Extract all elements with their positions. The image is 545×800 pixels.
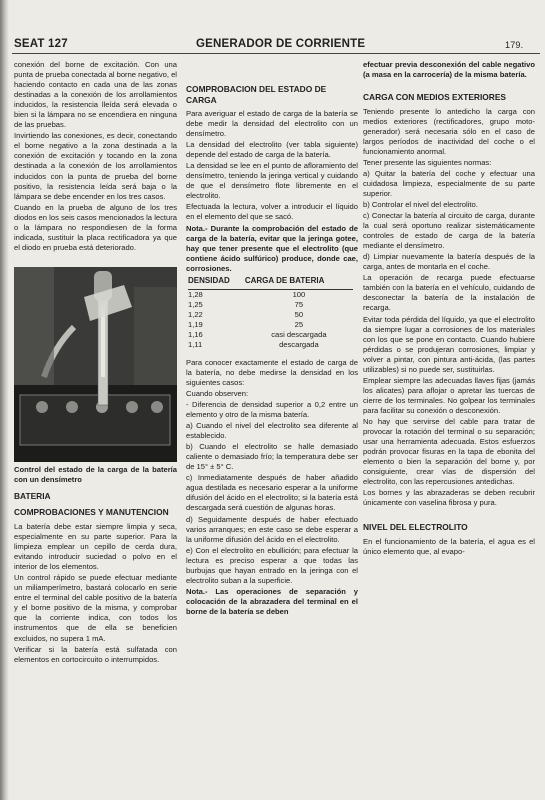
table-row xyxy=(188,300,353,310)
note: Nota.- Durante la comprobación del estado de carga de la batería, evitar que la jeringa gotee, hay que tener presente que el electrolito (que contiene ácido sulfúrico) produce, donde cae, corrosiones. xyxy=(186,223,358,273)
table-cell: 100 xyxy=(292,289,306,299)
running-header-title: GENERADOR DE CORRIENTE xyxy=(196,38,366,50)
table-cell: 25 xyxy=(294,319,304,329)
paragraph: La operación de recarga puede efectuarse también con la batería en el vehículo, cuidando de desconectar la batería de la instalación de recarga. xyxy=(363,273,535,313)
table-cell: 1,11 xyxy=(188,339,203,349)
table-header: CARGA DE BATERIA xyxy=(245,276,353,290)
list-item: e) Con el electrolito en ebullición; para efectuar la lectura es preciso esperar a que todas las burbujas que hayan entrado en la jeringa con el electrolito suban a la superficie. xyxy=(186,545,358,585)
paragraph: Cuando observen: xyxy=(186,388,249,398)
page-binding-shadow xyxy=(0,0,9,800)
paragraph: En el funcionamiento de la batería, el agua es el único elemento que, al evapo- xyxy=(363,536,535,556)
paragraph: Para conocer exactamente el estado de carga de la batería, no debe medirse la densidad en los siguientes casos: xyxy=(186,357,358,387)
paragraph: Teniendo presente lo antedicho la carga con medios exteriores (rectificadores, grupo moto-generador) será necesaria sólo en el caso de largos períodos de inactividad del coche o el funcionamiento anormal. xyxy=(363,106,535,156)
table-row xyxy=(188,310,353,320)
list-item: d) Seguidamente después de haber efectuado varios arranques; en este caso se debe esperar a la uniforme difusión del ácido en el electrolito. xyxy=(186,514,358,544)
section-heading: NIVEL DEL ELECTROLITO xyxy=(363,522,468,533)
table-row xyxy=(188,340,353,350)
density-table xyxy=(188,276,353,350)
paragraph: Un control rápido se puede efectuar mediante un miliamperímetro, bastará colocarlo en serie entre el terminal del cable positivo de la batería y el borne positivo de la misma, y comprobar que la corriente indica, con todos los instrumentos que de ella se beneficien excluidos, no supera 1 mA. xyxy=(14,573,177,643)
table-cell: 75 xyxy=(294,299,304,309)
column-1 xyxy=(14,60,177,666)
paragraph: La densidad del electrolito (ver tabla siguiente) depende del estado de carga de la batería. xyxy=(186,140,358,160)
table-cell: 50 xyxy=(294,309,304,319)
column-2 xyxy=(186,60,358,618)
photo-illustration xyxy=(14,267,177,462)
header-rule xyxy=(12,53,540,54)
section-heading: COMPROBACION DEL ESTADO DE CARGA xyxy=(186,84,327,105)
note: Nota.- Las operaciones de separación y colocación de la abrazadera del terminal en el borne de la batería se deben xyxy=(186,586,358,616)
paragraph: Para averiguar el estado de carga de la batería se debe medir la densidad del electrolito con un densímetro. xyxy=(186,109,358,139)
paragraph: conexión del borne de excitación. Con una punta de prueba conectada al borne negativo, el haciendo contacto en cada una de las zonas destinadas a la conexión de los arrollamientos inducidos, la resistencia lleída será elevada o bien si la lámpara no se encendiera en ninguna de las pruebas. xyxy=(14,60,177,130)
paragraph: Invirtiendo las conexiones, es decir, conectando el borne negativo a la zona destinada a la conexión de excitación y tocando en la zona destinada a la conexión de los arrollamientos inducidos con la punta de prueba del borne positivo, la resistencia leída será baja o la lámpara se debe encender en los tres casos. xyxy=(14,131,177,201)
paragraph: efectuar previa desconexión del cable negativo (a masa en la carrocería) de la misma batería. xyxy=(363,60,535,80)
list-item: b) Controlar el nivel del electrolito. xyxy=(363,200,478,210)
paragraph: Tener presente las siguientes normas: xyxy=(363,157,492,167)
paragraph: No hay que servirse del cable para tratar de provocar la rotación del terminal o su separación; usar una herramienta adecuada. Estos esfuerzos podrán provocar fisuras en la tapa de ebonita del elemento o bien la separación del borne y, por consiguiente, crear vías de dispersión del electrolito, con las repercusiones antedichas. xyxy=(363,417,535,487)
list-item: b) Cuando el electrolito se halle demasiado caliente o demasiado frío; la temperatura debe ser de 15° ± 5° C. xyxy=(186,442,358,472)
paragraph: Efectuada la lectura, volver a introducir el líquido en el elemento del que se sacó. xyxy=(186,202,358,222)
table-cell: 1,25 xyxy=(188,299,203,309)
paragraph: Emplear siempre las adecuadas llaves fijas (jamás los alicates) para aflojar o apretar las tuercas de cierre de los terminales. No golpear los terminales para facilitar su conexión o desconexión. xyxy=(363,375,535,415)
list-item: a) Quitar la batería del coche y efectuar una cuidadosa limpieza, especialmente de su parte superior. xyxy=(363,168,535,198)
table-cell: 1,22 xyxy=(188,309,203,319)
list-item: d) Limpiar nuevamente la batería después de la carga, antes de montarla en el coche. xyxy=(363,252,535,272)
paragraph: Verificar si la batería está sulfatada con elementos en cortocircuito o interrumpidos. xyxy=(14,644,177,664)
table-cell: casi descargada xyxy=(271,329,327,339)
list-item: - Diferencia de densidad superior a 0,2 entre un elemento y otro de la misma batería. xyxy=(186,399,358,420)
section-heading: CARGA CON MEDIOS EXTERIORES xyxy=(363,92,507,103)
table-header: DENSIDAD xyxy=(188,276,245,290)
table-cell: 1,19 xyxy=(188,319,203,329)
paragraph: La densidad se lee en el punto de afloramiento del densímetro, teniendo la jeringa vertical y cuidando de que el densímetro flote libremente en el electrolito. xyxy=(186,161,358,201)
figure-caption: Control del estado de la carga de la batería con un densímetro xyxy=(14,464,177,484)
list-item: a) Cuando el nivel del electrolito sea diferente al establecido. xyxy=(186,421,358,441)
page-number: 179. xyxy=(505,40,524,50)
table-row xyxy=(188,289,353,300)
rules-list xyxy=(363,169,535,272)
paragraph: Cuando en la prueba de alguno de los tres diodos en los seis casos mencionados la lectura o la lámpara no respondiesen de la forma indicada, sustituir la placa rectificadora ya que el diodo en prueba está deteriorado. xyxy=(14,202,177,252)
battery-hydrometer-photo xyxy=(14,267,177,462)
section-heading: COMPROBACIONES Y MANUTENCION xyxy=(14,507,169,518)
paragraph: Evitar toda pérdida del líquido, ya que el electrolito da siempre lugar a corrosiones de los materiales con los que se pone en contacto. Cuando hubiere pérdidas o se produjeran corrosiones, limpiar y volver a pintar, con pintura anti-ácida, (las partes utilizables) si no puede ser, sustituirlas. xyxy=(363,314,535,374)
list-item: c) Conectar la batería al circuito de carga, durante la cual será oportuno realizar sistemáticamente controles de estado de carga de la batería mediante el densímetro. xyxy=(363,211,535,251)
paragraph: Los bornes y las abrazaderas se deben recubrir únicamente con vaselina fibrosa y pura. xyxy=(363,488,535,508)
table-cell: descargada xyxy=(279,339,319,349)
paragraph: La batería debe estar siempre limpia y seca, especialmente en su parte superior. Para la limpieza emplear un cepillo de cerda dura, evitando introducir suciedad o polvo en el interior de los elementos. xyxy=(14,521,177,572)
section-heading: BATERIA xyxy=(14,490,51,501)
table-row xyxy=(188,330,353,340)
running-header-left: SEAT 127 xyxy=(14,38,68,50)
list-item: c) Inmediatamente después de haber añadido agua destilada es necesario esperar a la uniforme difusión del ácido en el electrolito; si la batería está descargada será cuestión de algunas horas. xyxy=(186,473,358,513)
column-3 xyxy=(363,60,535,558)
table-cell: 1,28 xyxy=(188,289,203,299)
table-cell: 1,16 xyxy=(188,329,203,339)
conditions-list xyxy=(186,400,358,586)
table-row xyxy=(188,320,353,330)
